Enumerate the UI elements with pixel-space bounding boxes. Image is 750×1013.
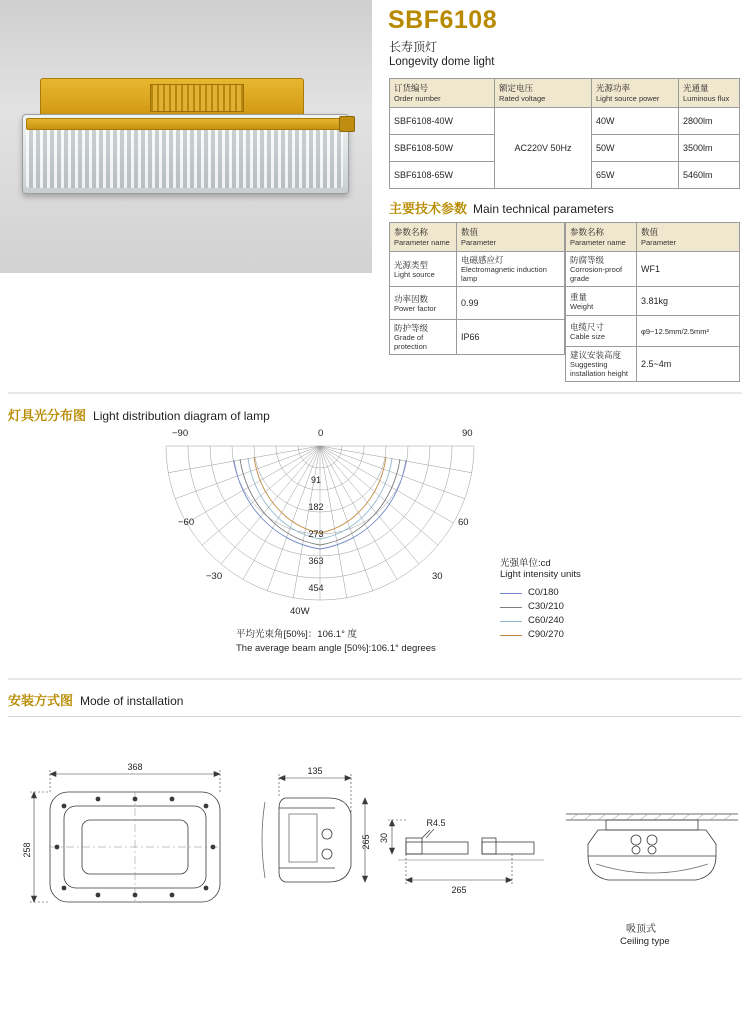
tech-param-name: 防腐等级 Corrosion-proof grade [566, 252, 637, 287]
table-row [566, 252, 740, 287]
order-number: SBF6108-40W [390, 108, 495, 135]
table-row [566, 316, 740, 347]
rated-voltage: AC220V 50Hz [495, 108, 592, 189]
tech-param-value: 2.5~4m [637, 347, 740, 382]
tech-param-name: 重量 Weight [566, 287, 637, 316]
order-table-header-order: 订货编号 Order number [390, 79, 495, 108]
tech-param-name: 防护等级 Grade of protection [390, 320, 457, 355]
divider-1 [8, 392, 742, 394]
table-row [390, 108, 740, 135]
main-parameters-heading: 主要技术参数 Main technical parameters [389, 201, 614, 216]
table-row [390, 252, 565, 287]
luminous-flux: 2800lm [679, 108, 740, 135]
contour-value-3: 273 [308, 529, 324, 539]
installation-ceiling-view [562, 790, 742, 910]
dimension-radius: R4.5 [426, 818, 446, 828]
contour-value-4: 363 [308, 556, 324, 566]
tech-param-value: IP66 [457, 320, 565, 355]
ceiling-type-cn: 吸顶式 [626, 924, 656, 935]
light-source-power: 65W [592, 162, 679, 189]
order-number: SBF6108-50W [390, 135, 495, 162]
average-beam-angle-cn: 平均光束角[50%]：106.1° 度 [236, 629, 358, 640]
tech-param-value: 3.81kg [637, 287, 740, 316]
contour-value-2: 182 [308, 502, 324, 512]
installation-side-view [255, 762, 375, 922]
dimension-depth-height: 265 [361, 834, 371, 850]
light-source-power: 50W [592, 135, 679, 162]
legend-swatch-c0-180 [500, 593, 522, 594]
tech-param-name: 光源类型 Light source [390, 252, 457, 287]
luminous-flux: 5460lm [679, 162, 740, 189]
legend-unit-en: Light intensity units [500, 569, 581, 580]
polar-light-distribution-diagram [150, 428, 490, 618]
table-row [566, 287, 740, 316]
installation-heading: 安装方式图 Mode of installation [8, 693, 184, 708]
tech-param-value: WF1 [637, 252, 740, 287]
divider-2 [8, 678, 742, 680]
angle-label-minus30: −30 [206, 571, 223, 582]
tech-right-header-row [566, 223, 740, 252]
order-table-header-flux: 光通量 Luminous flux [679, 79, 740, 108]
technical-parameters-right-table [565, 222, 740, 382]
legend-item [500, 614, 581, 628]
angle-label-30: 30 [432, 571, 443, 582]
ceiling-type-en: Ceiling type [620, 936, 670, 947]
legend-item [500, 628, 581, 642]
lamp-cable-gland [339, 116, 355, 132]
light-distribution-legend [500, 555, 581, 642]
dimension-side-height: 258 [22, 842, 32, 858]
dimension-top-width: 368 [127, 762, 143, 772]
lamp-heatsink-fins [150, 84, 244, 112]
tech-header-value: 数值 Parameter [457, 223, 565, 252]
luminous-flux: 3500lm [679, 135, 740, 162]
contour-value-1: 91 [310, 475, 322, 485]
divider-3 [8, 716, 742, 717]
table-row [566, 347, 740, 382]
legend-label: C60/240 [528, 615, 564, 626]
tech-param-value: φ9~12.5mm/2.5mm² [637, 316, 740, 347]
light-distribution-heading: 灯具光分布图 Light distribution diagram of lamp [8, 408, 270, 423]
tech-header-value: 数值 Parameter [637, 223, 740, 252]
table-row [390, 287, 565, 320]
order-table-header-row [390, 79, 740, 108]
contour-value-5: 454 [308, 583, 324, 593]
installation-plan-view [20, 762, 250, 922]
product-model: SBF6108 [388, 6, 498, 34]
order-table [389, 78, 740, 189]
legend-swatch-c30-210 [500, 607, 522, 608]
dimension-detail-height: 30 [379, 832, 389, 844]
order-number: SBF6108-65W [390, 162, 495, 189]
angle-label-0: 0 [318, 428, 324, 439]
legend-unit-cn: 光强单位:cd [500, 558, 551, 569]
legend-swatch-c90-270 [500, 635, 522, 636]
tech-param-value: 0.99 [457, 287, 565, 320]
legend-label: C90/270 [528, 629, 564, 640]
angle-label-minus60: −60 [178, 517, 195, 528]
diagram-power-label: 40W [290, 606, 310, 617]
order-table-header-voltage: 额定电压 Rated voltage [495, 79, 592, 108]
lamp-illustration [22, 78, 347, 198]
legend-item [500, 586, 581, 600]
table-row [390, 320, 565, 355]
product-photo [0, 0, 372, 273]
average-beam-angle-en: The average beam angle [50%]:106.1° degrees [236, 643, 436, 654]
tech-param-name: 功率因数 Power factor [390, 287, 457, 320]
dimension-detail-width: 265 [451, 885, 467, 895]
angle-label-minus90: −90 [172, 428, 189, 439]
tech-param-value: 电磁感应灯 Electromagnetic induction lamp [457, 252, 565, 287]
legend-label: C0/180 [528, 587, 559, 598]
tech-header-name: 参数名称 Parameter name [566, 223, 637, 252]
product-name-en: Longevity dome light [389, 56, 495, 68]
legend-label: C30/210 [528, 601, 564, 612]
legend-swatch-c60-240 [500, 621, 522, 622]
order-table-header-power: 光源功率 Light source power [592, 79, 679, 108]
angle-label-60: 60 [458, 517, 469, 528]
legend-item [500, 600, 581, 614]
installation-mounting-detail [378, 798, 558, 908]
angle-label-90: 90 [462, 428, 473, 439]
tech-left-header-row [390, 223, 565, 252]
tech-header-name: 参数名称 Parameter name [390, 223, 457, 252]
tech-param-name: 建议安装高度 Suggesting installation height [566, 347, 637, 382]
tech-param-name: 电缆尺寸 Cable size [566, 316, 637, 347]
lamp-frame-lip [26, 118, 345, 130]
dimension-depth: 135 [307, 766, 323, 776]
product-name-cn: 长寿顶灯 [389, 40, 438, 54]
technical-parameters-left-table [389, 222, 565, 355]
light-source-power: 40W [592, 108, 679, 135]
